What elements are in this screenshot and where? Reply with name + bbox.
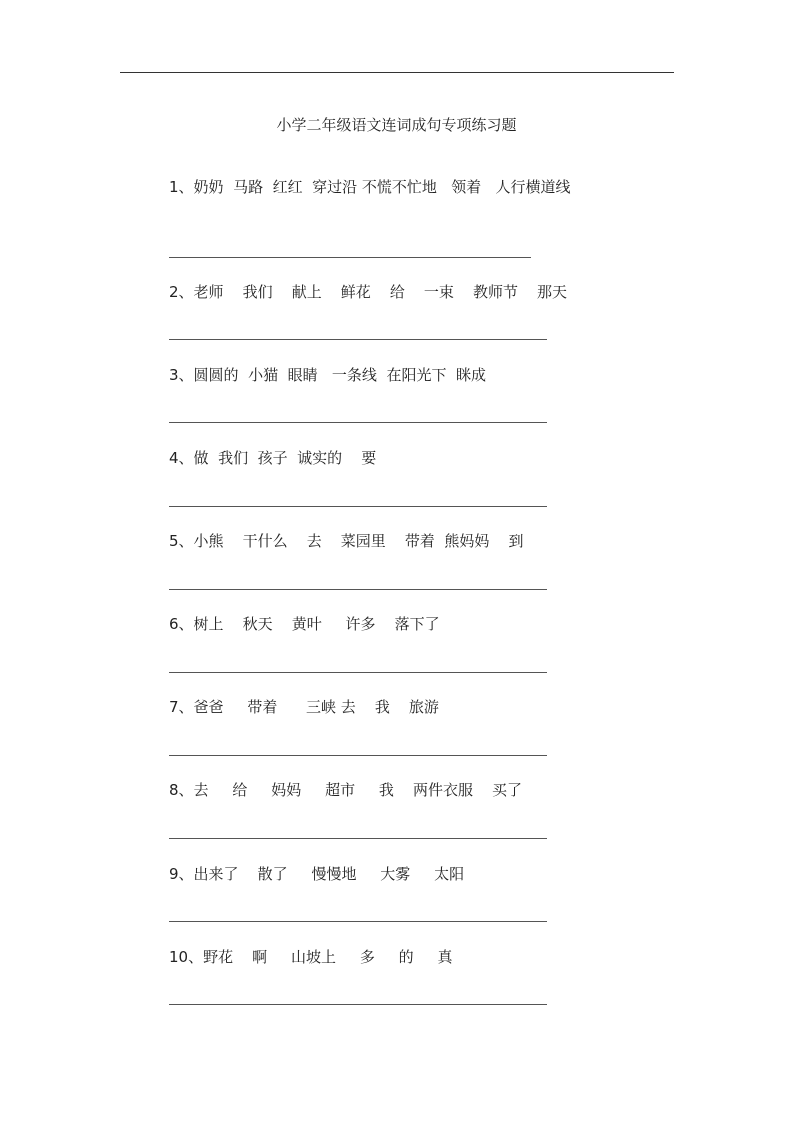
question-10: 10、野花 啊 山坡上 多 的 真 — [169, 948, 453, 966]
answer-line-5[interactable] — [169, 589, 547, 590]
answer-line-2[interactable] — [169, 339, 547, 340]
question-9: 9、出来了 散了 慢慢地 大雾 太阳 — [169, 865, 465, 883]
answer-line-4[interactable] — [169, 506, 547, 507]
question-4: 4、做 我们 孩子 诚实的 要 — [169, 449, 377, 467]
question-7: 7、爸爸 带着 三峡 去 我 旅游 — [169, 698, 439, 716]
header-rule — [120, 72, 674, 73]
answer-line-6[interactable] — [169, 672, 547, 673]
question-5: 5、小熊 干什么 去 菜园里 带着 熊妈妈 到 — [169, 532, 524, 550]
answer-line-1[interactable] — [169, 257, 531, 258]
question-3: 3、圆圆的 小猫 眼睛 一条线 在阳光下 眯成 — [169, 366, 486, 384]
page-title: 小学二年级语文连词成句专项练习题 — [276, 116, 517, 134]
question-2: 2、老师 我们 献上 鲜花 给 一束 教师节 那天 — [169, 283, 568, 301]
answer-line-8[interactable] — [169, 838, 547, 839]
answer-line-3[interactable] — [169, 422, 547, 423]
answer-line-7[interactable] — [169, 755, 547, 756]
question-6: 6、树上 秋天 黄叶 许多 落下了 — [169, 615, 440, 633]
question-8: 8、去 给 妈妈 超市 我 两件衣服 买了 — [169, 781, 523, 799]
answer-line-9[interactable] — [169, 921, 547, 922]
answer-line-10[interactable] — [169, 1004, 547, 1005]
question-1: 1、奶奶 马路 红红 穿过沿 不慌不忙地 领着 人行横道线 — [169, 178, 571, 196]
